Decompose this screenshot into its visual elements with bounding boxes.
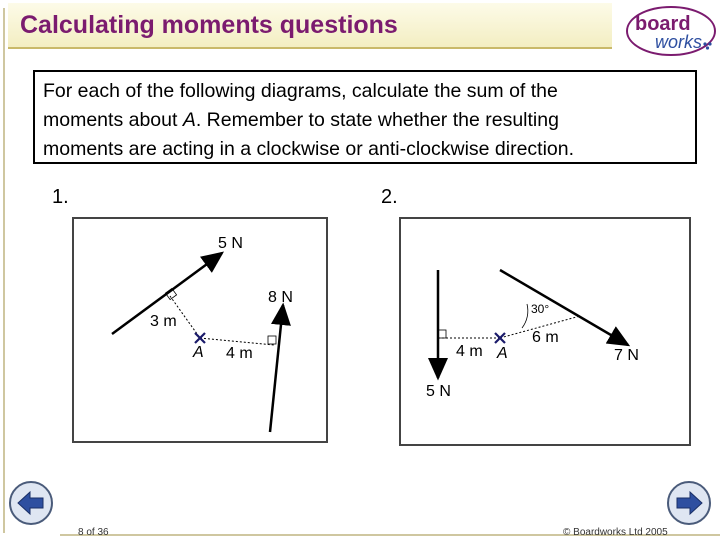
- label-3m: 3 m: [150, 313, 177, 330]
- instructions-pivot-ref: A: [182, 109, 196, 131]
- perpendicular-4m: [200, 338, 274, 345]
- page-title: Calculating moments questions: [20, 11, 398, 39]
- label-7n: 7 N: [614, 347, 639, 364]
- force-arrow-7n: [500, 270, 628, 345]
- page-counter: 8 of 36: [78, 527, 109, 538]
- label-8n: 8 N: [268, 289, 293, 306]
- instructions-text: . Remember to state whether the resulting: [195, 109, 559, 131]
- back-arrow-icon[interactable]: [8, 480, 54, 526]
- instructions-line-3: moments are acting in a clockwise or anti-clockwise direction.: [43, 138, 575, 160]
- pivot-a-marker: [195, 333, 205, 343]
- copyright: © Boardworks Ltd 2005: [563, 527, 668, 538]
- logo-text-works: works: [655, 32, 703, 52]
- right-angle-marker: [268, 336, 276, 344]
- forward-arrow-icon[interactable]: [666, 480, 712, 526]
- angle-arc: [522, 304, 528, 328]
- logo-text-board: board: [635, 13, 691, 35]
- label-4m: 4 m: [456, 343, 483, 360]
- label-5n: 5 N: [218, 235, 243, 252]
- force-arrow-8n: [270, 305, 283, 432]
- label-pivot-a: A: [497, 345, 508, 362]
- question-number-2: 2.: [381, 186, 398, 208]
- label-5n: 5 N: [426, 383, 451, 400]
- instructions-line-1: For each of the following diagrams, calculate the sum of the: [43, 80, 558, 102]
- label-pivot-a: A: [193, 344, 204, 361]
- instructions-text: moments about: [43, 109, 183, 131]
- label-angle: 30°: [531, 302, 550, 316]
- label-6m: 6 m: [532, 329, 559, 346]
- question-number-1: 1.: [52, 186, 69, 208]
- pivot-a-marker: [495, 333, 505, 343]
- label-4m: 4 m: [226, 345, 253, 362]
